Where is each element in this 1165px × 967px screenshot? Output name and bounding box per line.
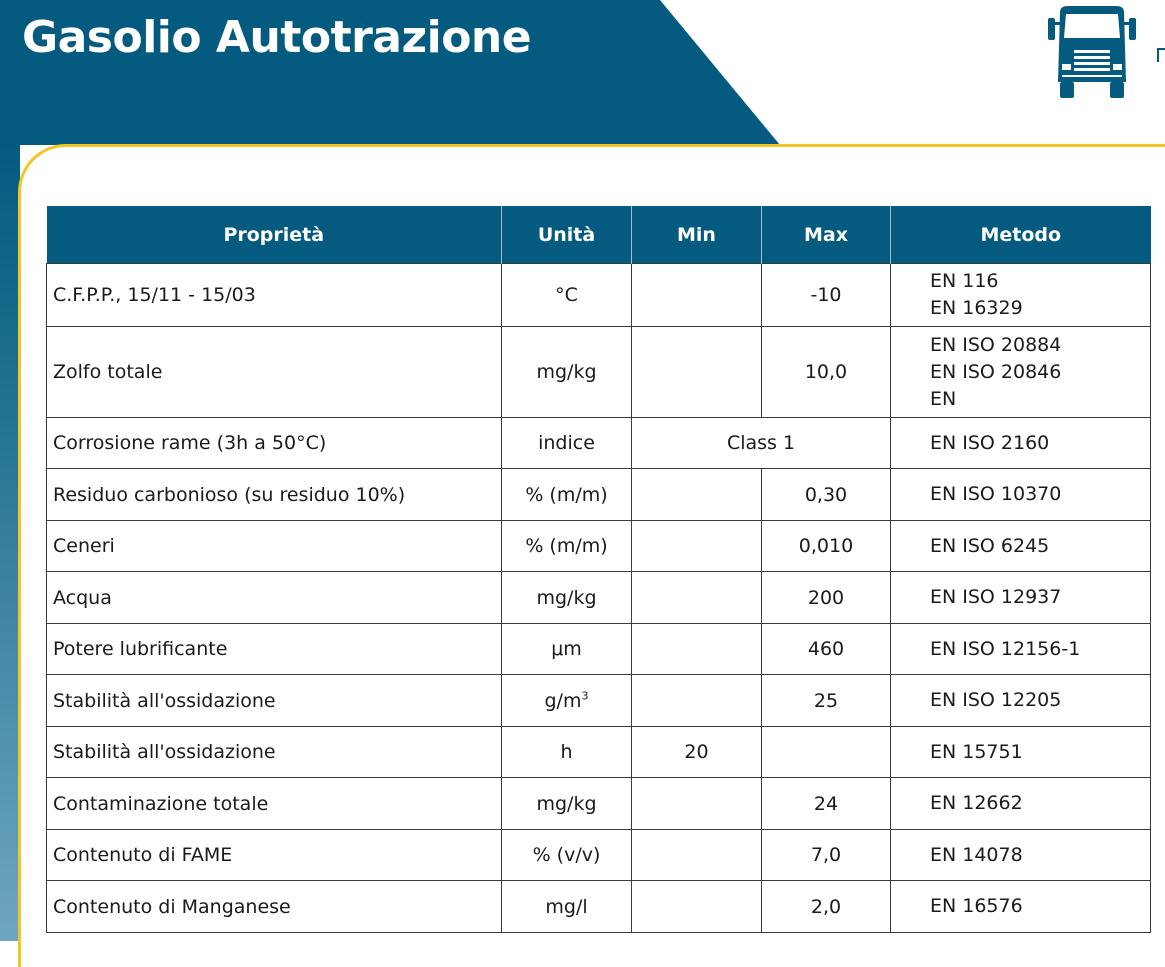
table-row bbox=[47, 327, 1151, 418]
cell-unit bbox=[502, 624, 632, 675]
cell-max: 200 bbox=[762, 572, 891, 624]
cell-method bbox=[891, 881, 1151, 933]
cell-max: 7,0 bbox=[762, 830, 891, 881]
cell-property: Contenuto di Manganese bbox=[47, 881, 502, 933]
cell-min: 20 bbox=[632, 727, 762, 778]
unit-text: % (m/m) bbox=[525, 483, 608, 506]
cell-unit bbox=[502, 418, 632, 469]
cell-property: Stabilità all'ossidazione bbox=[47, 727, 502, 778]
method-line: EN 15751 bbox=[930, 740, 1023, 763]
method-line: EN ISO 12937 bbox=[930, 586, 1062, 608]
unit-text: % (v/v) bbox=[532, 844, 601, 866]
cell-method bbox=[891, 418, 1151, 469]
cell-property: Acqua bbox=[47, 572, 502, 624]
left-decorative-strip bbox=[0, 145, 20, 941]
unit-text: g/m bbox=[544, 689, 582, 712]
unit-text: indice bbox=[538, 432, 595, 454]
cell-method bbox=[891, 624, 1151, 675]
cell-unit bbox=[502, 778, 632, 830]
cell-method bbox=[891, 778, 1151, 830]
table-row bbox=[47, 830, 1151, 881]
cell-min bbox=[632, 264, 762, 327]
cell-property: Contenuto di FAME bbox=[47, 830, 502, 881]
edge-mark bbox=[1157, 48, 1165, 62]
cell-unit bbox=[502, 675, 632, 727]
cell-unit bbox=[502, 727, 632, 778]
unit-text: mg/kg bbox=[536, 361, 597, 383]
cell-method bbox=[891, 264, 1151, 327]
cell-unit bbox=[502, 881, 632, 933]
table-row bbox=[47, 624, 1151, 675]
table-header-row bbox=[47, 206, 1151, 264]
method-line: EN ISO 20846 bbox=[930, 360, 1062, 383]
cell-method bbox=[891, 572, 1151, 624]
unit-text: mg/l bbox=[545, 895, 588, 918]
cell-min bbox=[632, 778, 762, 830]
cell-min bbox=[632, 469, 762, 521]
cell-max: 25 bbox=[762, 675, 891, 727]
page-title: Gasolio Autotrazione bbox=[22, 12, 532, 63]
method-line: EN ISO 2160 bbox=[930, 431, 1050, 454]
unit-text: mg/kg bbox=[536, 586, 597, 609]
method-line: EN ISO 10370 bbox=[930, 483, 1062, 505]
table-row bbox=[47, 778, 1151, 830]
table-row bbox=[47, 881, 1151, 933]
truck-icon bbox=[1046, 4, 1138, 100]
cell-method bbox=[891, 675, 1151, 727]
column-header-property: Proprietà bbox=[47, 206, 502, 264]
table-row bbox=[47, 675, 1151, 727]
table-row bbox=[47, 521, 1151, 572]
cell-property: Stabilità all'ossidazione bbox=[47, 675, 502, 727]
unit-text: mg/kg bbox=[536, 792, 597, 815]
unit-text: μm bbox=[551, 638, 582, 660]
cell-unit bbox=[502, 521, 632, 572]
cell-method bbox=[891, 727, 1151, 778]
cell-min bbox=[632, 624, 762, 675]
cell-max: 2,0 bbox=[762, 881, 891, 933]
unit-text: °C bbox=[555, 284, 578, 306]
method-line: EN bbox=[930, 387, 957, 410]
cell-max: 10,0 bbox=[762, 327, 891, 418]
cell-property: Contaminazione totale bbox=[47, 778, 502, 830]
table-row bbox=[47, 469, 1151, 521]
cell-property: Zolfo totale bbox=[47, 327, 502, 418]
cell-property: Potere lubrificante bbox=[47, 624, 502, 675]
cell-max: 24 bbox=[762, 778, 891, 830]
method-line: EN 116 bbox=[930, 270, 999, 292]
cell-min bbox=[632, 572, 762, 624]
cell-max bbox=[762, 727, 891, 778]
cell-unit bbox=[502, 830, 632, 881]
cell-min bbox=[632, 675, 762, 727]
unit-text: % (m/m) bbox=[525, 535, 608, 557]
column-header-method: Metodo bbox=[891, 206, 1151, 264]
cell-min bbox=[632, 521, 762, 572]
cell-max: -10 bbox=[762, 264, 891, 327]
cell-max: 460 bbox=[762, 624, 891, 675]
cell-property: Corrosione rame (3h a 50°C) bbox=[47, 418, 502, 469]
cell-min bbox=[632, 830, 762, 881]
table-row bbox=[47, 727, 1151, 778]
cell-unit bbox=[502, 264, 632, 327]
unit-superscript: 3 bbox=[581, 689, 589, 703]
method-line: EN ISO 12205 bbox=[930, 689, 1062, 711]
cell-unit bbox=[502, 469, 632, 521]
cell-min bbox=[632, 327, 762, 418]
cell-min bbox=[632, 881, 762, 933]
cell-method bbox=[891, 327, 1151, 418]
specifications-table bbox=[46, 206, 1151, 933]
method-line: EN 14078 bbox=[930, 843, 1023, 866]
method-line: EN 12662 bbox=[930, 792, 1023, 814]
cell-method bbox=[891, 521, 1151, 572]
table-row bbox=[47, 572, 1151, 624]
cell-unit bbox=[502, 572, 632, 624]
unit-text: h bbox=[560, 741, 573, 763]
column-header-max: Max bbox=[762, 206, 891, 264]
method-line: EN ISO 12156-1 bbox=[930, 637, 1081, 660]
cell-method bbox=[891, 469, 1151, 521]
column-header-unit: Unità bbox=[502, 206, 632, 264]
method-line: EN ISO 20884 bbox=[930, 333, 1062, 356]
cell-min-max-combined: Class 1 bbox=[632, 418, 891, 469]
cell-property: Ceneri bbox=[47, 521, 502, 572]
table-row bbox=[47, 264, 1151, 327]
cell-property: Residuo carbonioso (su residuo 10%) bbox=[47, 469, 502, 521]
cell-max: 0,30 bbox=[762, 469, 891, 521]
cell-max: 0,010 bbox=[762, 521, 891, 572]
column-header-min: Min bbox=[632, 206, 762, 264]
table-row bbox=[47, 418, 1151, 469]
cell-method bbox=[891, 830, 1151, 881]
cell-unit bbox=[502, 327, 632, 418]
method-line: EN ISO 6245 bbox=[930, 534, 1050, 557]
cell-property: C.F.P.P., 15/11 - 15/03 bbox=[47, 264, 502, 327]
method-line: EN 16329 bbox=[930, 297, 1023, 319]
method-line: EN 16576 bbox=[930, 895, 1023, 917]
